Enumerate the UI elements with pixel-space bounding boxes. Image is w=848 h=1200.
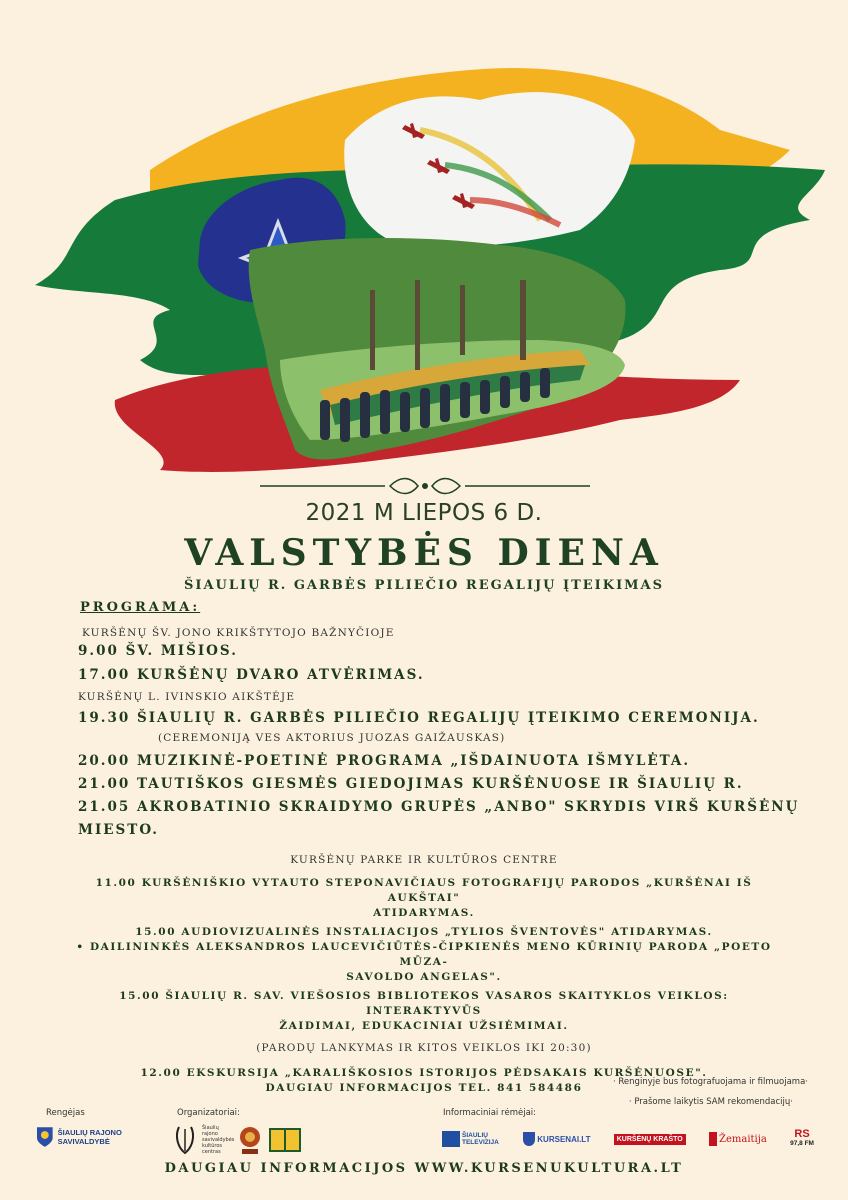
location-square: KURŠĖNŲ L. IVINSKIO AIKŠTĖJE bbox=[78, 691, 296, 703]
contact-phone: DAUGIAU INFORMACIJOS TEL. 841 584486 bbox=[265, 1082, 583, 1094]
program-item: 9.00 ŠV. MIŠIOS. bbox=[78, 643, 238, 659]
kurseny-krastas-logo: KURŠĖNŲ KRAŠTO bbox=[614, 1134, 686, 1145]
park-line: SAVOLDO ANGELAS". bbox=[346, 971, 502, 983]
event-date: 2021 M LIEPOS 6 D. bbox=[305, 500, 543, 526]
park-line: 15.00 ŠIAULIŲ R. SAV. VIEŠOSIOS BIBLIOTEKOS VASAROS SKAITYKLOS VEIKLOS: INTERAKTYVŪS bbox=[119, 990, 729, 1017]
event-subtitle: ŠIAULIŲ R. GARBĖS PILIEČIO REGALIJŲ ĮTEIKIMAS bbox=[183, 578, 665, 593]
program-note: (CEREMONIJĄ VES AKTORIUS JUOZAS GAIŽAUSKAS) bbox=[158, 732, 506, 744]
program-item: MIESTO. bbox=[78, 822, 160, 838]
program-item: 20.00 MUZIKINĖ-POETINĖ PROGRAMA „IŠDAINUOTA IŠMYLĖTA. bbox=[78, 753, 691, 769]
manor-crest-icon bbox=[238, 1125, 262, 1155]
media-sponsors-label: Informaciniai rėmėjai: bbox=[443, 1108, 537, 1118]
program-item: 21.00 TAUTIŠKOS GIESMĖS GIEDOJIMAS KURŠĖNUOSE IR ŠIAULIŲ R. bbox=[78, 776, 744, 792]
park-note: (PARODŲ LANKYMAS IR KITOS VEIKLOS IKI 20:30) bbox=[256, 1042, 592, 1054]
kursenai-lt-logo: KURSENAI.LT bbox=[523, 1132, 590, 1146]
zemaitija-logo: Žemaitija bbox=[709, 1132, 767, 1146]
park-program bbox=[60, 854, 788, 1096]
park-line: • DAILININKĖS ALEKSANDROS LAUCEVIČIŪTĖS-ČIPKIENĖS MENO KŪRINIŲ PARODA „POETO MŪZA- bbox=[76, 941, 772, 968]
ornamental-divider bbox=[260, 476, 590, 496]
park-line: 12.00 EKSKURSIJA „KARALIŠKOSIOS ISTORIJOS PĖDSAKAIS KURŠĖNUOSE". bbox=[140, 1067, 708, 1079]
location-park: KURŠĖNŲ PARKE IR KULTŪROS CENTRE bbox=[290, 854, 558, 866]
park-line: 11.00 KURŠĖNIŠKIO VYTAUTO STEPONAVIČIAUS FOTOGRAFIJŲ PARODOS „KURŠĖNAI IŠ AUKŠTAI" bbox=[95, 877, 753, 904]
co-organizer-logos: Šiaulių rajono savivaldybės kultūros centras bbox=[174, 1122, 314, 1158]
program-item: 17.00 KURŠĖNŲ DVARO ATVĖRIMAS. bbox=[78, 667, 425, 683]
co-organizers-label: Organizatoriai: bbox=[177, 1108, 240, 1118]
park-line: ATIDARYMAS. bbox=[373, 907, 475, 919]
organizer-label: Rengėjas bbox=[46, 1108, 85, 1118]
location-church: KURŠĖNŲ ŠV. JONO KRIKŠTYTOJO BAŽNYČIOJE bbox=[82, 627, 395, 639]
park-line: ŽAIDIMAI, EDUKACINIAI UŽSIĖMIMAI. bbox=[279, 1020, 569, 1032]
organizer-logo: ŠIAULIŲ RAJONO SAVIVALDYBĖ bbox=[36, 1124, 136, 1150]
notice-filming: · Renginyje bus fotografuojama ir filmuojama· bbox=[613, 1077, 808, 1087]
media-sponsor-logos bbox=[442, 1128, 814, 1150]
program-label: PROGRAMA: bbox=[80, 600, 201, 615]
park-line: 15.00 AUDIOVIZUALINĖS INSTALIACIJOS „TYLIOS ŠVENTOVĖS" ATIDARYMAS. bbox=[135, 926, 713, 938]
siauliu-tv-logo: ŠIAULIŲ TELEVIZIJA bbox=[442, 1131, 500, 1147]
shield-icon bbox=[523, 1132, 535, 1146]
hero-flag-artwork bbox=[20, 20, 828, 490]
event-title: VALSTYBĖS DIENA bbox=[184, 532, 664, 574]
footer-website: DAUGIAU INFORMACIJOS WWW.KURSENUKULTURA.LT bbox=[164, 1161, 684, 1176]
zemaitija-icon bbox=[709, 1132, 717, 1146]
notice-sam: · Prašome laikytis SAM rekomendacijų· bbox=[628, 1097, 793, 1107]
library-book-icon bbox=[268, 1125, 302, 1155]
coat-of-arms-icon bbox=[36, 1126, 54, 1148]
radio-rs2-logo: RS 97,8 FM bbox=[790, 1128, 814, 1147]
program-item: 19.30 ŠIAULIŲ R. GARBĖS PILIEČIO REGALIJŲ ĮTEIKIMO CEREMONIJA. bbox=[78, 710, 760, 726]
program-item: 21.05 AKROBATINIO SKRAIDYMO GRUPĖS „ANBO" SKRYDIS VIRŠ KURŠĖNŲ bbox=[78, 799, 800, 815]
tv-icon bbox=[442, 1131, 460, 1147]
lyre-icon bbox=[174, 1125, 196, 1155]
